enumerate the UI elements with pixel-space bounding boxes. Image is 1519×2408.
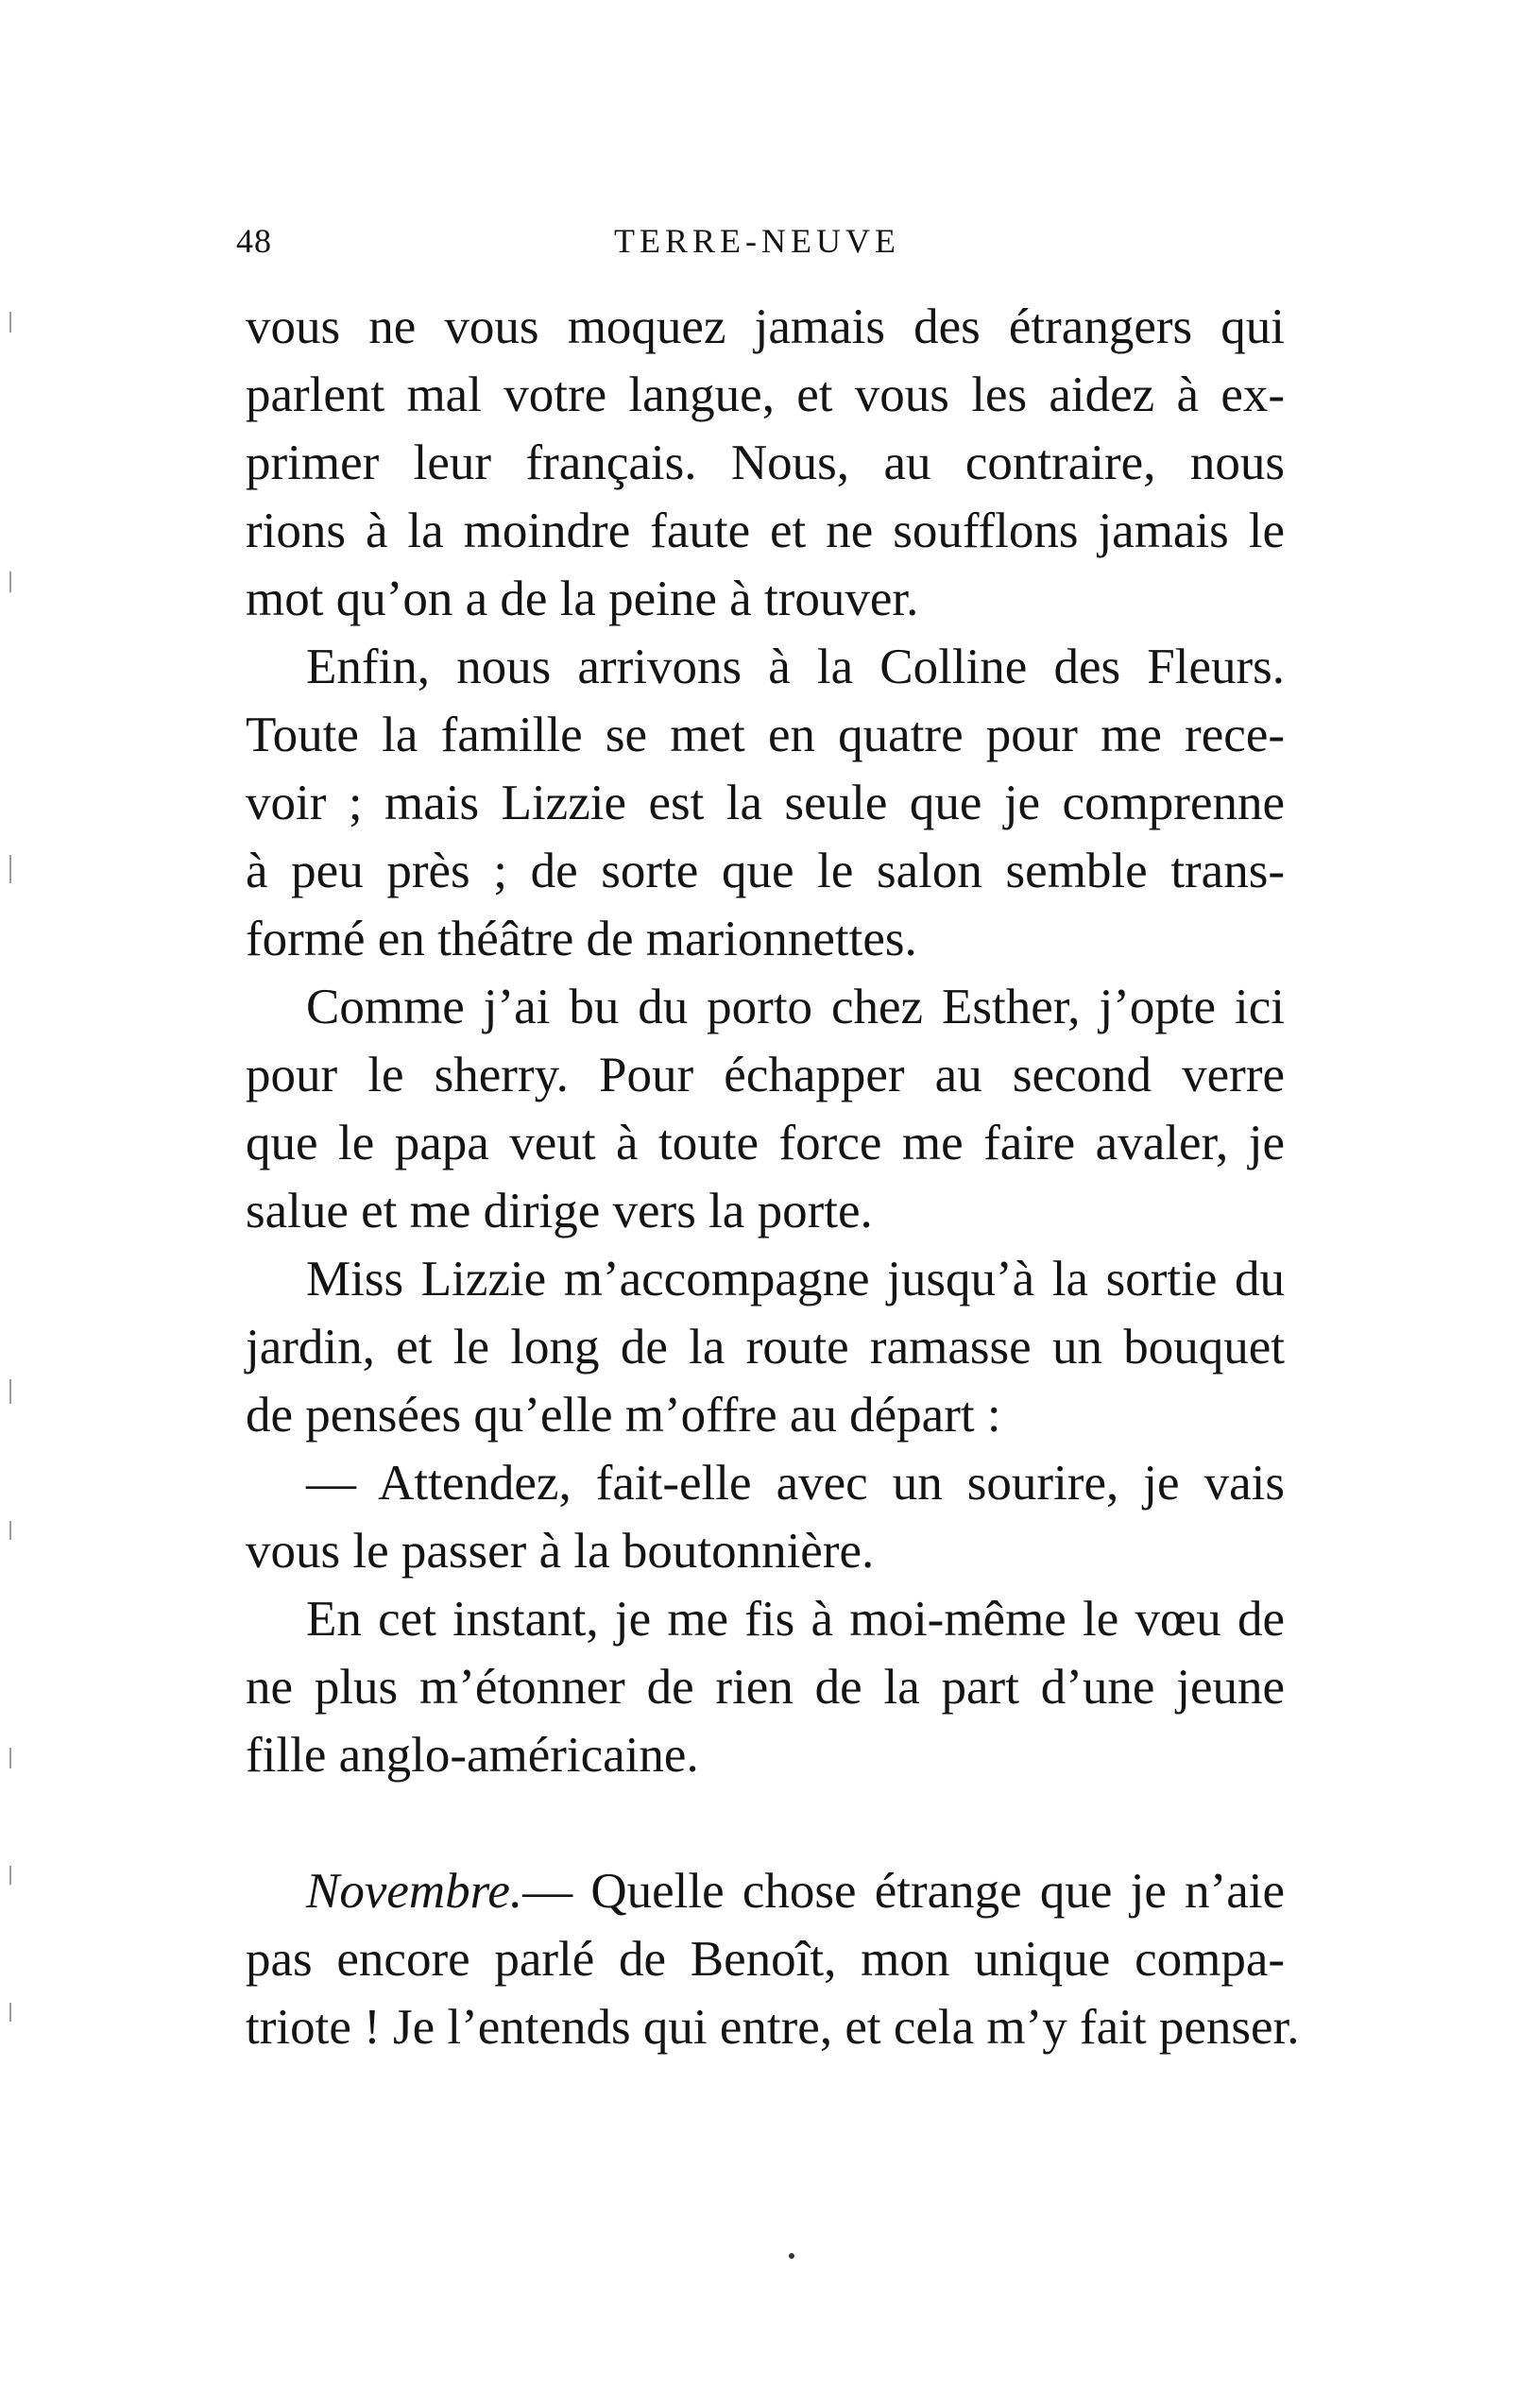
text-line: voir ; mais Lizzie est la seule que je comprenne	[246, 776, 1285, 830]
gutter-mark	[9, 2003, 11, 2022]
gutter-mark	[9, 1748, 11, 1768]
dialogue-line: — Attendez, fait-elle avec un sourire, je vais	[306, 1456, 1285, 1511]
text-line: rions à la moindre faute et ne soufflons jamais le	[246, 504, 1285, 558]
ink-dot	[789, 2253, 794, 2259]
text-line: formé en théâtre de marionnettes.	[246, 912, 917, 966]
text-line: vous ne vous moquez jamais des étrangers qui	[246, 299, 1285, 354]
running-header	[236, 215, 1275, 272]
dated-entry-line	[246, 1857, 1285, 1925]
paragraph-first-line: Enfin, nous arrivons à la Colline des Fleurs.	[306, 640, 1285, 694]
text-line: salue et me dirige vers la porte.	[246, 1184, 873, 1238]
paragraph-first-line: Comme j’ai bu du porto chez Esther, j’opte ici	[306, 980, 1285, 1034]
gutter-mark	[9, 312, 11, 333]
text-line: pour le sherry. Pour échapper au second verre	[246, 1048, 1285, 1102]
text-line: Toute la famille se met en quatre pour me rece-	[246, 708, 1285, 762]
gutter-mark	[9, 1521, 11, 1540]
entry-text: — Quelle chose étrange que je n’aie	[522, 1864, 1285, 1919]
gutter-mark	[9, 1379, 11, 1404]
gutter-mark	[9, 855, 11, 883]
gutter-mark	[9, 1866, 11, 1885]
page-number: 48	[236, 222, 272, 260]
text-line: primer leur français. Nous, au contraire, nous	[246, 435, 1285, 490]
text-line: vous le passer à la boutonnière.	[246, 1524, 875, 1579]
paragraph-first-line: En cet instant, je me fis à moi-même le vœu de	[306, 1592, 1285, 1647]
text-line: triote ! Je l’entends qui entre, et cela m’y fait penser.	[246, 2000, 1300, 2055]
entry-date: Novembre.	[306, 1864, 523, 1919]
text-line: parlent mal votre langue, et vous les aidez à ex-	[246, 367, 1285, 422]
text-line: ne plus m’étonner de rien de la part d’une jeune	[246, 1660, 1285, 1715]
section-gap	[246, 1789, 1285, 1857]
paragraph-first-line: Miss Lizzie m’accompagne jusqu’à la sortie du	[306, 1252, 1285, 1306]
text-line: à peu près ; de sorte que le salon semble trans-	[246, 844, 1285, 898]
gutter-mark	[9, 572, 11, 592]
text-line: jardin, et le long de la route ramasse un bouquet	[246, 1320, 1285, 1375]
text-line: mot qu’on a de la peine à trouver.	[246, 572, 919, 626]
running-title: TERRE-NEUVE	[614, 222, 900, 260]
text-line: que le papa veut à toute force me faire avaler, je	[246, 1116, 1285, 1170]
text-line: de pensées qu’elle m’offre au départ :	[246, 1388, 1001, 1443]
text-line: pas encore parlé de Benoît, mon unique compa-	[246, 1932, 1285, 1987]
body-text	[246, 293, 1300, 2061]
text-line: fille anglo-américaine.	[246, 1728, 699, 1783]
